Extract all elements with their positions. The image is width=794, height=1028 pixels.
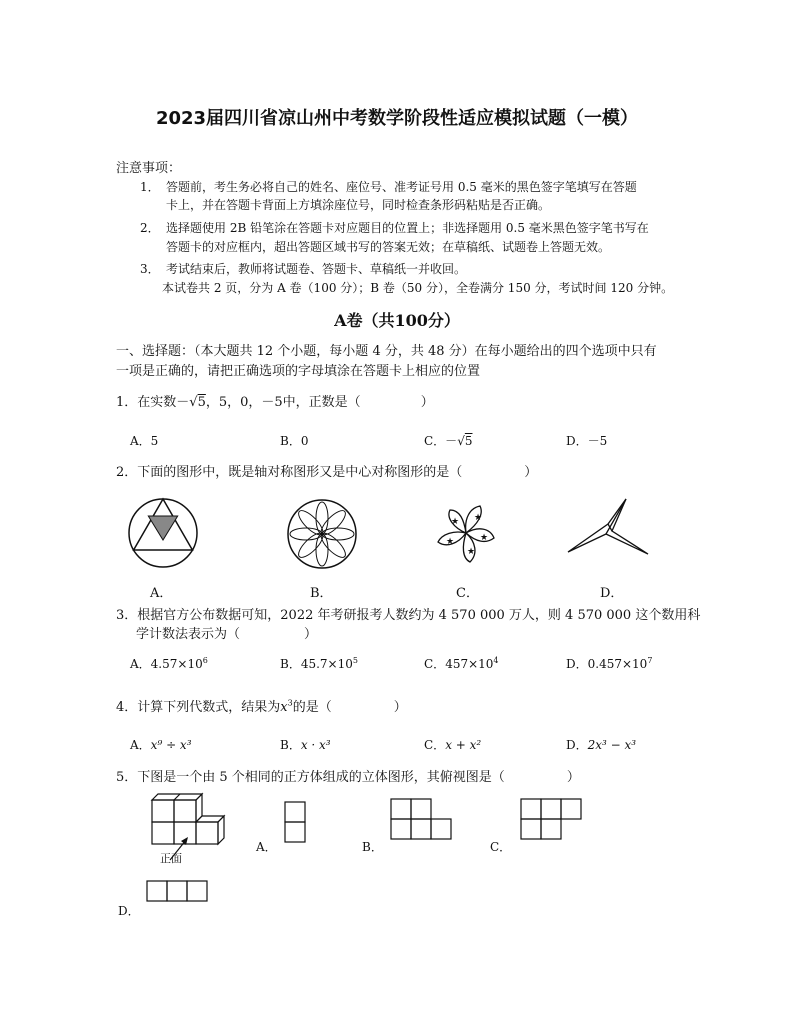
q2-stem-end: ） (524, 465, 538, 480)
q5-option-d-figure (146, 880, 208, 902)
q1-stem-end: ） (420, 395, 434, 410)
page-title: 2023届四川省凉山州中考数学阶段性适应模拟试题（一模） (155, 108, 639, 129)
q5-option-b-figure (390, 798, 454, 840)
notice-item-2-line2: 答题卡的对应框内，超出答题区域书写的答案无效；在草稿纸、试题卷上答题无效。 (166, 240, 611, 254)
q1-option-c: C．－√5 (424, 434, 473, 448)
q2-stem (116, 461, 537, 480)
q3-option-d-exp: 7 (647, 656, 653, 665)
q5-option-a-figure (284, 801, 306, 843)
q2-figure-b (286, 496, 358, 572)
q4-option-d-expr: 2x³ − x³ (587, 738, 637, 752)
q1-stem-mid: ，5，0，－5中，正数是（ (205, 395, 361, 410)
q2-figure-a (128, 493, 198, 573)
q5-stem (116, 766, 580, 785)
q5-option-c-figure (520, 798, 584, 840)
q2-label-c: C． (456, 586, 479, 601)
q3-option-d-label: D． (566, 657, 588, 671)
q1-stem (116, 391, 434, 410)
q3-option-c-base: 457×10 (445, 657, 494, 671)
notice-extra: 本试卷共 2 页，分为 A 卷（100 分）；B 卷（50 分），全卷满分 150 分，考试时间 120 分钟。 (162, 281, 674, 295)
q4-stem-exp: 3 (287, 698, 293, 708)
q5-stem-end: ） (566, 770, 580, 785)
q1-option-c-arg: 5 (464, 434, 473, 448)
q3-option-a-label: A． (130, 657, 151, 671)
q5-stem-text: 5．下图是一个由 5 个相同的正方体组成的立体图形，其俯视图是（ (116, 770, 505, 785)
q2-figure-c (434, 500, 498, 566)
q3-option-b-label: B． (280, 657, 301, 671)
q3-option-d-base: 0.457×10 (587, 657, 648, 671)
q2-label-b: B． (310, 586, 333, 601)
q3-option-d (566, 655, 652, 672)
q3-option-c-exp: 4 (493, 656, 499, 665)
q2-stem-text: 2．下面的图形中，既是轴对称图形又是中心对称图形的是（ (116, 465, 463, 480)
q4-option-a (130, 736, 192, 753)
q3-option-b (280, 655, 358, 672)
q4-option-d (566, 736, 636, 753)
svg-text:★: ★ (451, 517, 460, 527)
q1-sqrt: √5 (189, 395, 206, 410)
svg-text:★: ★ (474, 513, 483, 523)
notice-item-2-num: 2． (140, 221, 160, 235)
q1-sqrt-arg: 5 (197, 395, 206, 410)
svg-text:★: ★ (480, 533, 489, 543)
q3-line2-end: ） (304, 627, 318, 642)
notice-item-1-line1: 答题前，考生务必将自己的姓名、座位号、准考证号用 0.5 毫米的黑色签字笔填写在答题 (166, 180, 637, 194)
q1-option-c-pre: C．－ (424, 434, 458, 448)
q3-option-a-exp: 6 (202, 656, 208, 665)
q4-option-c-expr: x + x² (445, 738, 482, 752)
q5-label-a: A． (256, 840, 277, 854)
q4-stem-post: 的是（ (292, 700, 332, 715)
notice-heading: 注意事项： (116, 161, 182, 176)
q4-option-c (424, 736, 481, 753)
q3-option-b-exp: 5 (352, 656, 358, 665)
q4-option-c-label: C． (424, 738, 446, 752)
q3-option-b-base: 45.7×10 (300, 657, 353, 671)
notice-item-2-line1: 选择题使用 2B 铅笔涂在答题卡对应题目的位置上；非选择题用 0.5 毫米黑色签字笔书写在 (166, 221, 649, 235)
q4-option-b (280, 736, 331, 753)
q4-option-b-label: B． (280, 738, 301, 752)
notice-item-3-num: 3． (140, 262, 160, 276)
q3-option-a-base: 4.57×10 (150, 657, 203, 671)
q4-option-b-expr: x · x³ (300, 738, 331, 752)
q1-option-a: A．5 (130, 434, 159, 448)
q4-option-a-label: A． (130, 738, 151, 752)
q3-option-c-label: C． (424, 657, 446, 671)
q1-option-d: D．－5 (566, 434, 608, 448)
q4-stem-end: ） (393, 700, 407, 715)
q2-label-a: A． (150, 586, 173, 601)
q5-label-c: C． (490, 840, 512, 854)
notice-item-1-line2: 卡上，并在答题卡背面上方填涂座位号，同时检查条形码粘贴是否正确。 (166, 198, 551, 212)
q1-stem-pre: 1．在实数－ (116, 395, 190, 410)
q4-stem-var: x (280, 700, 288, 715)
q1-option-b: B．0 (280, 434, 309, 448)
notice-item-1-num: 1． (140, 180, 160, 194)
svg-text:★: ★ (446, 537, 455, 547)
q5-label-d: D． (118, 904, 140, 918)
notice-item-3-line1: 考试结束后，教师将试题卷、答题卡、草稿纸一并收回。 (166, 262, 467, 276)
q3-option-c (424, 655, 499, 672)
q2-figure-d (566, 496, 652, 558)
q4-stem-pre: 4．计算下列代数式，结果为 (116, 700, 281, 715)
q3-line1: 3．根据官方公布数据可知，2022 年考研报考人数约为 4 570 000 万人，则 4 570 000 这个数用科 (116, 608, 701, 623)
part1-line1: 一、选择题：（本大题共 12 个小题，每小题 4 分，共 48 分）在每小题给出的四个选项中只有 (116, 344, 657, 359)
q3-line2-text: 学计数法表示为（ (136, 627, 241, 642)
svg-text:★: ★ (467, 547, 476, 557)
q3-line2 (136, 623, 317, 642)
q4-stem (116, 696, 407, 715)
q4-option-d-label: D． (566, 738, 588, 752)
q2-label-d: D． (600, 586, 624, 601)
q5-label-b: B． (362, 840, 383, 854)
q3-option-a (130, 655, 208, 672)
section-a-heading: A卷（共100分） (334, 311, 460, 330)
part1-line2: 一项是正确的，请把正确选项的字母填涂在答题卡上相应的位置 (116, 364, 481, 379)
q4-option-a-expr: x⁹ ÷ x³ (150, 738, 192, 752)
q5-front-label: 正面 (160, 852, 182, 865)
